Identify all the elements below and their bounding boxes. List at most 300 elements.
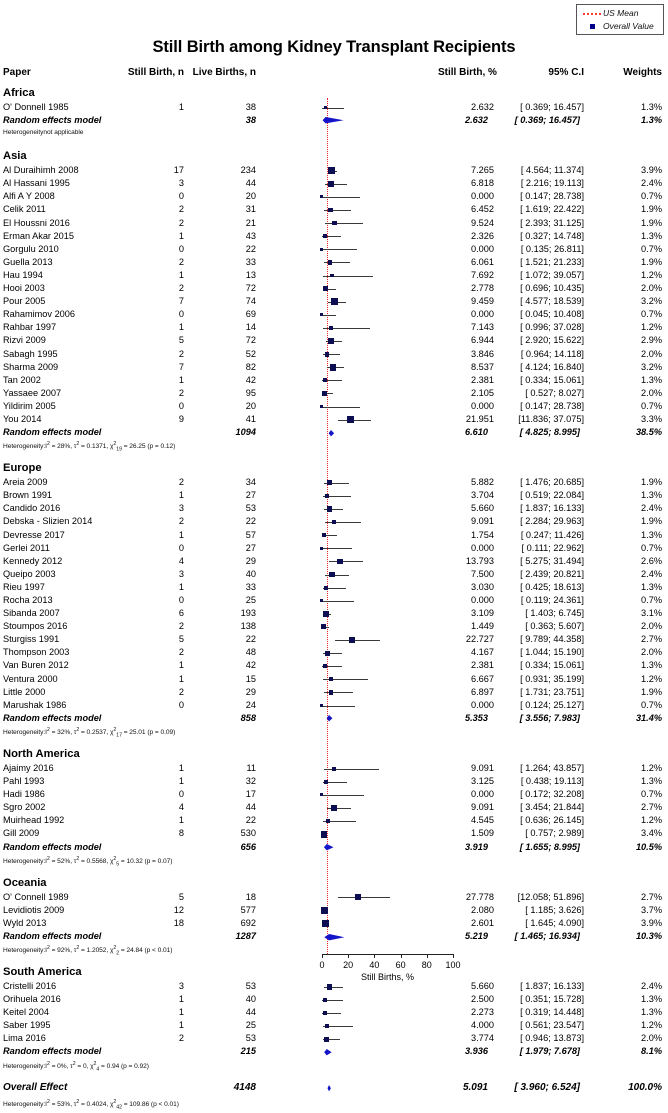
still-birth-n: 17: [173, 165, 184, 176]
table-row: [0, 607, 668, 620]
still-birth-n: 9: [178, 413, 184, 424]
table-row: [0, 502, 668, 515]
live-births-n: 13: [245, 269, 256, 280]
still-birth-pct: 5.882: [471, 477, 494, 488]
study-name: O' Donnell 1985: [3, 102, 69, 112]
weight: 0.7%: [641, 243, 662, 254]
column-header-live-births-n: Live Births, n: [192, 67, 256, 78]
still-birth-n: 2: [178, 204, 184, 215]
still-birth-pct: 2.632: [471, 102, 494, 112]
weight: 1.3%: [641, 776, 662, 787]
live-births-n: 69: [245, 309, 256, 320]
heterogeneity-row: [0, 943, 668, 956]
still-birth-pct: 6.944: [471, 335, 494, 346]
summary-label: Random effects model: [3, 1046, 102, 1057]
still-birth-pct: 6.897: [471, 686, 494, 697]
study-name: Brown 1991: [3, 490, 53, 501]
live-births-n: 11: [246, 762, 256, 773]
live-births-n: 32: [245, 776, 256, 787]
square-marker-icon: [581, 24, 603, 29]
confidence-interval: [ 2.439; 20.821]: [520, 568, 584, 579]
weight: 1.2%: [641, 322, 662, 333]
table-row: [0, 686, 668, 699]
group-heading-asia: [0, 149, 668, 164]
legend-label-overall-value: Overall Value: [603, 21, 654, 31]
summary-confidence-interval: [ 4.825; 8.995]: [519, 427, 580, 438]
study-name: Ventura 2000: [3, 673, 58, 684]
confidence-interval: [ 0.964; 14.118]: [520, 348, 584, 359]
study-name: Levidiotis 2009: [3, 904, 65, 915]
summary-confidence-interval: [ 1.465; 16.934]: [514, 930, 580, 941]
still-birth-pct: 6.061: [471, 256, 494, 267]
weight: 3.2%: [641, 361, 662, 372]
weight: 0.7%: [641, 542, 662, 553]
table-row: [0, 775, 668, 788]
table-row: [0, 1019, 668, 1032]
still-birth-n: 1: [178, 776, 184, 787]
still-birth-n: 4: [178, 802, 184, 813]
weight: 2.4%: [641, 568, 662, 579]
confidence-interval: [ 0.757; 2.989]: [525, 828, 584, 839]
live-births-n: 29: [245, 686, 256, 697]
study-name: Gorgulu 2010: [3, 243, 59, 254]
still-birth-pct: 0.000: [471, 309, 494, 320]
study-name: Lima 2016: [3, 1033, 46, 1044]
weight: 1.3%: [641, 529, 662, 540]
live-births-n: 42: [245, 660, 256, 671]
table-row: [0, 801, 668, 814]
still-birth-n: 1: [178, 815, 184, 826]
summary-live-births-n: 656: [240, 841, 256, 852]
confidence-interval: [ 0.147; 28.738]: [520, 191, 584, 202]
table-row: [0, 555, 668, 568]
confidence-interval: [ 4.577; 18.539]: [520, 296, 584, 307]
study-name: You 2014: [3, 413, 42, 424]
table-row: [0, 581, 668, 594]
confidence-interval: [ 2.284; 29.963]: [520, 516, 584, 527]
table-row: [0, 993, 668, 1006]
still-birth-pct: 3.109: [471, 608, 494, 619]
study-name: Marushak 1986: [3, 699, 67, 710]
still-birth-n: 2: [178, 686, 184, 697]
still-birth-n: 2: [178, 647, 184, 658]
live-births-n: 20: [245, 400, 256, 411]
study-name: Wyld 2013: [3, 917, 47, 928]
live-births-n: 42: [245, 374, 256, 385]
still-birth-n: 12: [173, 904, 184, 915]
still-birth-n: 1: [178, 269, 184, 280]
confidence-interval: [ 0.438; 19.113]: [520, 776, 584, 787]
table-row: [0, 217, 668, 230]
group-spacer: [0, 738, 668, 747]
live-births-n: 52: [245, 348, 256, 359]
weight: 2.0%: [641, 387, 662, 398]
confidence-interval: [ 0.425; 18.613]: [520, 581, 584, 592]
live-births-n: 138: [240, 621, 256, 632]
live-births-n: 95: [245, 387, 256, 398]
still-birth-pct: 7.143: [471, 322, 494, 333]
group-summary-row: [0, 426, 668, 439]
summary-still-birth-pct: 5.219: [465, 930, 488, 941]
still-birth-n: 3: [178, 178, 184, 189]
table-row: [0, 904, 668, 917]
weight: 2.0%: [641, 647, 662, 658]
still-birth-pct: 2.326: [471, 230, 494, 241]
weight: 2.0%: [641, 348, 662, 359]
group-name: Oceania: [3, 876, 47, 889]
study-name: El Houssni 2016: [3, 217, 70, 228]
group-heading-north-america: [0, 747, 668, 762]
axis-tick-label: 0: [319, 960, 325, 970]
weight: 2.4%: [641, 178, 662, 189]
table-row: [0, 190, 668, 203]
confidence-interval: [ 0.561; 23.547]: [520, 1020, 584, 1031]
legend-label-us-mean: US Mean: [603, 8, 639, 18]
still-birth-pct: 2.273: [471, 1007, 494, 1018]
heterogeneity-text: $Heterogeneity:I^2 = 52\%$, $\tau^2 = 0.5568$, $\chi^2_5 = 10.32$ (p = 0.07): [3, 855, 173, 868]
still-birth-pct: 3.704: [471, 490, 494, 501]
still-birth-n: 2: [178, 621, 184, 632]
table-row: [0, 387, 668, 400]
study-name: Orihuela 2016: [3, 994, 61, 1005]
live-births-n: 22: [245, 815, 256, 826]
live-births-n: 27: [245, 542, 256, 553]
still-birth-pct: 2.778: [471, 283, 494, 294]
weight: 0.7%: [641, 595, 662, 605]
study-name: Thompson 2003: [3, 647, 70, 658]
summary-live-births-n: 1287: [235, 930, 256, 941]
study-name: Sharma 2009: [3, 361, 59, 372]
confidence-interval: [ 1.521; 21.233]: [520, 256, 584, 267]
study-name: Gill 2009: [3, 828, 40, 839]
group-name: Africa: [3, 87, 35, 99]
still-birth-n: 3: [178, 503, 184, 514]
confidence-interval: [ 0.996; 37.028]: [520, 322, 584, 333]
still-birth-n: 5: [178, 634, 184, 645]
live-births-n: 82: [245, 361, 256, 372]
table-row: [0, 413, 668, 426]
live-births-n: 31: [245, 204, 256, 215]
confidence-interval: [ 2.920; 15.622]: [520, 335, 584, 346]
table-row: [0, 361, 668, 374]
weight: 1.3%: [641, 230, 662, 241]
table-row: [0, 699, 668, 712]
table-row: [0, 243, 668, 256]
still-birth-n: 2: [178, 1033, 184, 1044]
summary-live-births-n: 38: [245, 115, 256, 126]
still-birth-pct: 7.500: [471, 568, 494, 579]
study-name: Ajaimy 2016: [3, 762, 54, 773]
page-title: Still Birth among Kidney Transplant Recipients: [152, 38, 516, 56]
confidence-interval: [ 0.172; 32.208]: [520, 789, 584, 800]
study-name: Tan 2002: [3, 374, 41, 385]
group-heading-oceania: [0, 876, 668, 891]
still-birth-pct: 2.381: [471, 660, 494, 671]
confidence-interval: [ 0.696; 10.435]: [520, 283, 584, 294]
live-births-n: 34: [245, 477, 256, 488]
group-name: South America: [3, 965, 82, 978]
table-row: [0, 308, 668, 321]
weight: 2.7%: [641, 891, 662, 902]
weight: 3.1%: [641, 608, 662, 619]
still-birth-n: 0: [178, 789, 184, 800]
summary-weight: 38.5%: [635, 427, 662, 438]
table-row: [0, 568, 668, 581]
confidence-interval: [11.836; 37.075]: [518, 413, 584, 424]
still-birth-pct: 4.000: [471, 1020, 494, 1031]
table-row: [0, 203, 668, 216]
overall-label: Overall Effect: [3, 1081, 68, 1093]
table-row: [0, 256, 668, 269]
still-birth-n: 0: [178, 400, 184, 411]
study-name: Sturgiss 1991: [3, 634, 60, 645]
still-birth-pct: 9.459: [471, 296, 494, 307]
summary-weight: 8.1%: [641, 1046, 662, 1057]
still-birth-n: 2: [178, 477, 184, 488]
live-births-n: 29: [245, 555, 256, 566]
table-row: [0, 594, 668, 607]
overall-confidence-interval: [ 3.960; 6.524]: [514, 1081, 580, 1093]
still-birth-n: 0: [178, 243, 184, 254]
still-birth-pct: 4.167: [471, 647, 494, 658]
legend-item-us-mean: [581, 7, 660, 20]
study-name: Al Hassani 1995: [3, 178, 70, 189]
study-name: Pour 2005: [3, 296, 46, 307]
live-births-n: 33: [245, 256, 256, 267]
still-birth-n: 3: [178, 980, 184, 991]
weight: 0.7%: [641, 400, 662, 411]
still-birth-n: 8: [178, 828, 184, 839]
study-name: Alfi A Y 2008: [3, 191, 55, 202]
still-birth-pct: 4.545: [471, 815, 494, 826]
study-name: Pahl 1993: [3, 776, 45, 787]
live-births-n: 193: [240, 608, 256, 619]
table-row: [0, 980, 668, 993]
confidence-interval: [ 1.476; 20.685]: [520, 477, 584, 488]
confidence-interval: [ 0.327; 14.748]: [520, 230, 584, 241]
still-birth-pct: 13.793: [465, 555, 494, 566]
live-births-n: 38: [245, 102, 256, 112]
axis-tick-label: 40: [369, 960, 380, 970]
weight: 1.3%: [641, 581, 662, 592]
study-name: Rizvi 2009: [3, 335, 46, 346]
table-row: [0, 620, 668, 633]
still-birth-n: 1: [178, 581, 184, 592]
confidence-interval: [ 1.044; 15.190]: [520, 647, 584, 658]
study-name: Yildirim 2005: [3, 400, 56, 411]
group-summary-row: [0, 841, 668, 854]
study-name: Yassaee 2007: [3, 387, 62, 398]
table-row: [0, 282, 668, 295]
still-birth-n: 1: [178, 1020, 184, 1031]
weight: 1.2%: [641, 269, 662, 280]
weight: 1.3%: [641, 1007, 662, 1018]
table-row: [0, 529, 668, 542]
study-name: Rieu 1997: [3, 581, 45, 592]
confidence-interval: [ 0.527; 8.027]: [525, 387, 584, 398]
live-births-n: 57: [245, 529, 256, 540]
study-name: Hadi 1986: [3, 789, 45, 800]
live-births-n: 22: [245, 243, 256, 254]
still-birth-pct: 6.452: [471, 204, 494, 215]
table-row: [0, 101, 668, 114]
still-birth-pct: 3.846: [471, 348, 494, 359]
weight: 1.3%: [641, 102, 662, 112]
axis-tick-label: 20: [343, 960, 354, 970]
table-row: [0, 814, 668, 827]
still-birth-pct: 7.265: [471, 165, 494, 176]
study-name: Little 2000: [3, 686, 46, 697]
live-births-n: 48: [245, 647, 256, 658]
table-row: [0, 1006, 668, 1019]
weight: 2.0%: [641, 283, 662, 294]
summary-weight: 10.3%: [635, 930, 662, 941]
live-births-n: 20: [245, 191, 256, 202]
weight: 1.3%: [641, 994, 662, 1005]
group-name: Europe: [3, 462, 42, 475]
still-birth-n: 1: [178, 994, 184, 1005]
column-header-weights: Weights: [623, 67, 662, 78]
group-summary-row: [0, 114, 668, 127]
table-row: [0, 269, 668, 282]
dotted-line-icon: [581, 13, 603, 15]
study-name: Kennedy 2012: [3, 555, 63, 566]
live-births-n: 44: [245, 178, 256, 189]
group-spacer: [0, 452, 668, 461]
overall-effect-row: [0, 1081, 668, 1097]
summary-weight: 10.5%: [635, 841, 662, 852]
table-row: [0, 164, 668, 177]
weight: 2.0%: [641, 621, 662, 632]
weight: 1.3%: [641, 660, 662, 671]
live-births-n: 25: [245, 595, 256, 605]
study-name: Queipo 2003: [3, 568, 56, 579]
live-births-n: 44: [245, 1007, 256, 1018]
still-birth-n: 1: [178, 102, 184, 112]
still-birth-pct: 3.125: [471, 776, 494, 787]
live-births-n: 40: [245, 568, 256, 579]
live-births-n: 25: [245, 1020, 256, 1031]
study-name: Areia 2009: [3, 477, 48, 488]
still-birth-n: 7: [178, 296, 184, 307]
confidence-interval: [ 1.645; 4.090]: [525, 917, 584, 928]
table-header-row: [0, 66, 668, 86]
summary-label: Random effects model: [3, 115, 102, 126]
live-births-n: 24: [245, 699, 256, 710]
confidence-interval: [ 1.072; 39.057]: [520, 269, 584, 280]
summary-label: Random effects model: [3, 427, 102, 438]
summary-weight: 31.4%: [635, 712, 662, 723]
still-birth-pct: 1.449: [471, 621, 494, 632]
live-births-n: 234: [240, 165, 256, 176]
weight: 3.2%: [641, 296, 662, 307]
still-birth-n: 1: [178, 374, 184, 385]
group-heading-south-america: [0, 965, 668, 980]
study-name: Hooi 2003: [3, 283, 45, 294]
weight: 0.7%: [641, 191, 662, 202]
overall-still-birth-pct: 5.091: [462, 1081, 488, 1093]
still-birth-pct: 0.000: [471, 243, 494, 254]
weight: 0.7%: [641, 309, 662, 320]
confidence-interval: [ 4.564; 11.374]: [520, 165, 584, 176]
table-row: [0, 321, 668, 334]
weight: 0.7%: [641, 789, 662, 800]
weight: 1.2%: [641, 1020, 662, 1031]
confidence-interval: [ 0.363; 5.607]: [525, 621, 584, 632]
table-row: [0, 673, 668, 686]
still-birth-n: 0: [178, 699, 184, 710]
study-name: Debska - Slizien 2014: [3, 516, 93, 527]
summary-live-births-n: 215: [240, 1046, 256, 1057]
weight: 3.7%: [641, 904, 662, 915]
group-spacer: [0, 140, 668, 149]
still-birth-pct: 6.667: [471, 673, 494, 684]
confidence-interval: [ 0.147; 28.738]: [520, 400, 584, 411]
weight: 1.9%: [641, 477, 662, 488]
live-births-n: 14: [245, 322, 256, 333]
summary-label: Random effects model: [3, 841, 102, 852]
study-name: Erman Akar 2015: [3, 230, 74, 241]
still-birth-n: 2: [178, 283, 184, 294]
still-birth-n: 1: [178, 1007, 184, 1018]
summary-still-birth-pct: 6.610: [465, 427, 488, 438]
live-births-n: 53: [245, 980, 256, 991]
confidence-interval: [ 2.393; 31.125]: [520, 217, 584, 228]
weight: 1.9%: [641, 516, 662, 527]
still-birth-n: 2: [178, 387, 184, 398]
weight: 2.7%: [641, 802, 662, 813]
confidence-interval: [ 0.519; 22.084]: [520, 490, 584, 501]
still-birth-pct: 2.500: [471, 994, 494, 1005]
confidence-interval: [ 0.351; 15.728]: [520, 994, 584, 1005]
confidence-interval: [ 0.045; 10.408]: [520, 309, 584, 320]
study-name: Stoumpos 2016: [3, 621, 68, 632]
table-row: [0, 295, 668, 308]
still-birth-pct: 0.000: [471, 595, 494, 605]
weight: 1.3%: [641, 374, 662, 385]
still-birth-n: 2: [178, 348, 184, 359]
live-births-n: 21: [245, 217, 256, 228]
study-name: Hau 1994: [3, 269, 43, 280]
still-birth-n: 2: [178, 256, 184, 267]
study-name: Van Buren 2012: [3, 660, 69, 671]
still-birth-n: 1: [178, 490, 184, 501]
study-name: Celik 2011: [3, 204, 46, 215]
heterogeneity-row: [0, 1059, 668, 1072]
group-spacer: [0, 956, 668, 965]
summary-label: Random effects model: [3, 712, 102, 723]
summary-weight: 1.3%: [641, 115, 662, 126]
weight: 2.6%: [641, 555, 662, 566]
group-heading-africa: [0, 86, 668, 101]
confidence-interval: [ 2.216; 19.113]: [520, 178, 584, 189]
summary-live-births-n: 1094: [235, 427, 256, 438]
still-birth-pct: 0.000: [471, 542, 494, 553]
table-row: [0, 1032, 668, 1045]
table-row: [0, 542, 668, 555]
still-birth-n: 1: [178, 660, 184, 671]
heterogeneity-row: [0, 127, 668, 140]
still-birth-n: 4: [178, 555, 184, 566]
still-birth-n: 1: [178, 673, 184, 684]
still-birth-n: 3: [178, 568, 184, 579]
still-birth-pct: 5.660: [471, 503, 494, 514]
table-row: [0, 348, 668, 361]
still-birth-n: 1: [178, 230, 184, 241]
live-births-n: 17: [245, 789, 256, 800]
still-birth-pct: 9.091: [471, 802, 494, 813]
still-birth-pct: 2.381: [471, 374, 494, 385]
